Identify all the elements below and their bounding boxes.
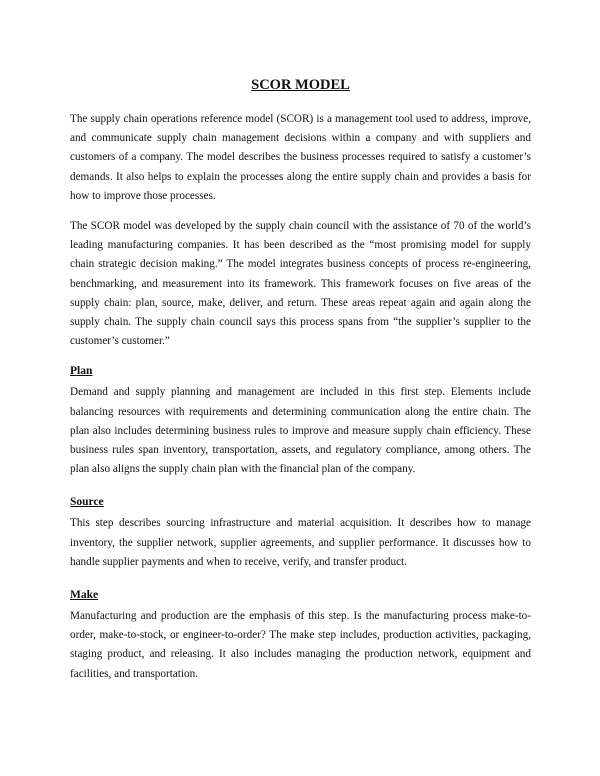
intro-paragraph-2: The SCOR model was developed by the supply chain council with the assistance of 70 of the world’s leading manufacturing companies. It has been described as the “most promising model for supply chain strategic decision making.” The model integrates business concepts of process re-engineering, benchmarking, and measurement into its framework. This framework focuses on five areas of the supply chain: plan, source, make, deliver, and return. These areas repeat again and again along the supply chain. The supply chain council says this process spans from “the supplier’s supplier to the customer’s customer.” — [70, 220, 531, 348]
section-heading-make: Make — [70, 589, 99, 602]
intro-paragraph-1: The supply chain operations reference model (SCOR) is a management tool used to address, improve, and communicate supply chain management decisions within a company and with suppliers and customers of a company. The model describes the business processes required to satisfy a customer’s demands. It also helps to explain the processes along the entire supply chain and provides a basis for how to improve those processes. — [70, 113, 531, 202]
section-heading-source: Source — [70, 496, 104, 509]
section-body-plan: Demand and supply planning and management are included in this first step. Elements include balancing resources with requirements and determining communication along the entire chain. The plan also includes determining business rules to improve and measure supply chain efficiency. These business rules span inventory, transportation, assets, and regulatory compliance, among others. The plan also aligns the supply chain plan with the financial plan of the company. — [70, 386, 531, 476]
section-body-make: Manufacturing and production are the emphasis of this step. Is the manufacturing process make-to-order, make-to-stock, or engineer-to-order? The make step includes, production activities, packaging, staging product, and releasing. It also includes managing the production network, equipment and facilities, and transportation. — [70, 610, 531, 680]
document-page — [70, 76, 531, 695]
section-heading-plan: Plan — [70, 365, 93, 378]
document-title: SCOR MODEL — [251, 77, 350, 93]
section-body-source: This step describes sourcing infrastructure and material acquisition. It describes how to manage inventory, the supplier network, supplier agreements, and supplier performance. It discusses how to handle supplier payments and when to receive, verify, and transfer product. — [70, 517, 531, 568]
